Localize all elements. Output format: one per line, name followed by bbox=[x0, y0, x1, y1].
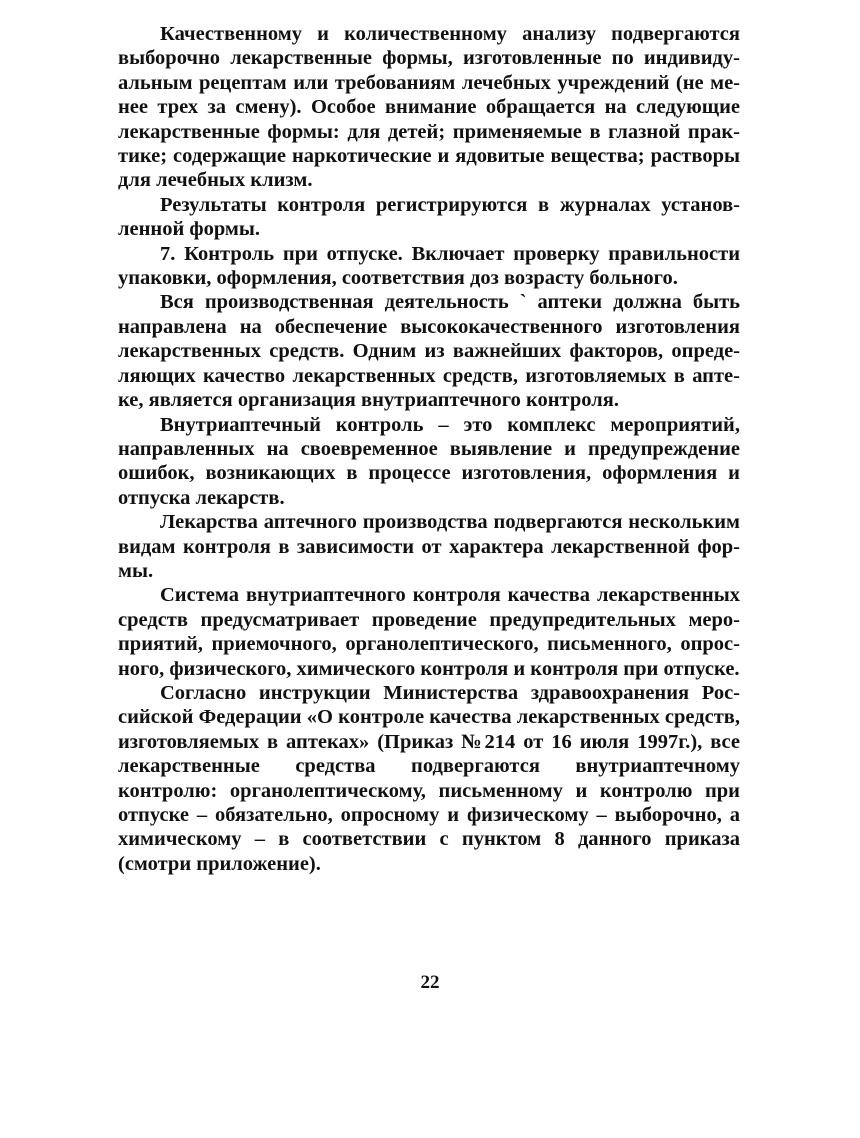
paragraph-production-activity: Вся производственная деятельность ` аптеки должна быть направлена на обеспечение высококачественного изготовления лекарственных средств. Одним из важнейших факторов, определяющих качество лекарственных средств, изготовляемых в аптеке, является организация внутриаптечного контроля. bbox=[118, 291, 740, 412]
paragraph-internal-control-definition: Внутриаптечный контроль – это комплекс мероприятий, направленных на своевременное выявление и предупреждение ошибок, возникающих в процессе изготовления, оформления и отпуска лекарств. bbox=[118, 413, 740, 509]
paragraph-control-system: Система внутриаптечного контроля качества лекарственных средств предусматривает проведение предупредительных мероприятий, приемочного, органолептического, письменного, опросного, физического, химического контроля и контроля при отпуске. bbox=[118, 584, 740, 680]
paragraph-control-types: Лекарства аптечного производства подвергаются нескольким видам контроля в зависимости от характера лекарственной формы. bbox=[118, 511, 740, 582]
section-7-text: Включает проверку правильности упаковки, оформления, соответствия доз возрасту больного. bbox=[118, 242, 741, 290]
paragraph-control-results: Результаты контроля регистрируются в журналах установленной формы. bbox=[118, 193, 740, 241]
page-number: 22 bbox=[420, 972, 440, 993]
page-body bbox=[118, 22, 740, 876]
section-7-heading: 7. Контроль при отпуске. bbox=[160, 242, 403, 265]
paragraph-ministry-instruction: Согласно инструкции Министерства здравоохранения Российской Федерации «О контроле качества лекарственных средств, изготовляемых в аптеках» (Приказ №214 от 16 июля 1997г.), все лекарственные средства подвергаются внутриаптечному контролю: органолептическому, письменному и контролю при отпуске – обязательно, опросному и физическому – выборочно, а химическому – в соответствии с пунктом 8 данного приказа (смотри приложение). bbox=[118, 681, 740, 875]
paragraph-section-7 bbox=[118, 242, 740, 291]
paragraph-quality-analysis: Качественному и количественному анализу подвергаются выборочно лекарственные формы, изготовленные по индивидуальным рецептам или требованиям лечебных учреждений (не менее трех за смену). Особое внимание обращается на следующие лекарственные формы: для детей; применяемые в глазной практике; содержащие наркотические и ядовитые вещества; растворы для лечебных клизм. bbox=[118, 23, 740, 192]
